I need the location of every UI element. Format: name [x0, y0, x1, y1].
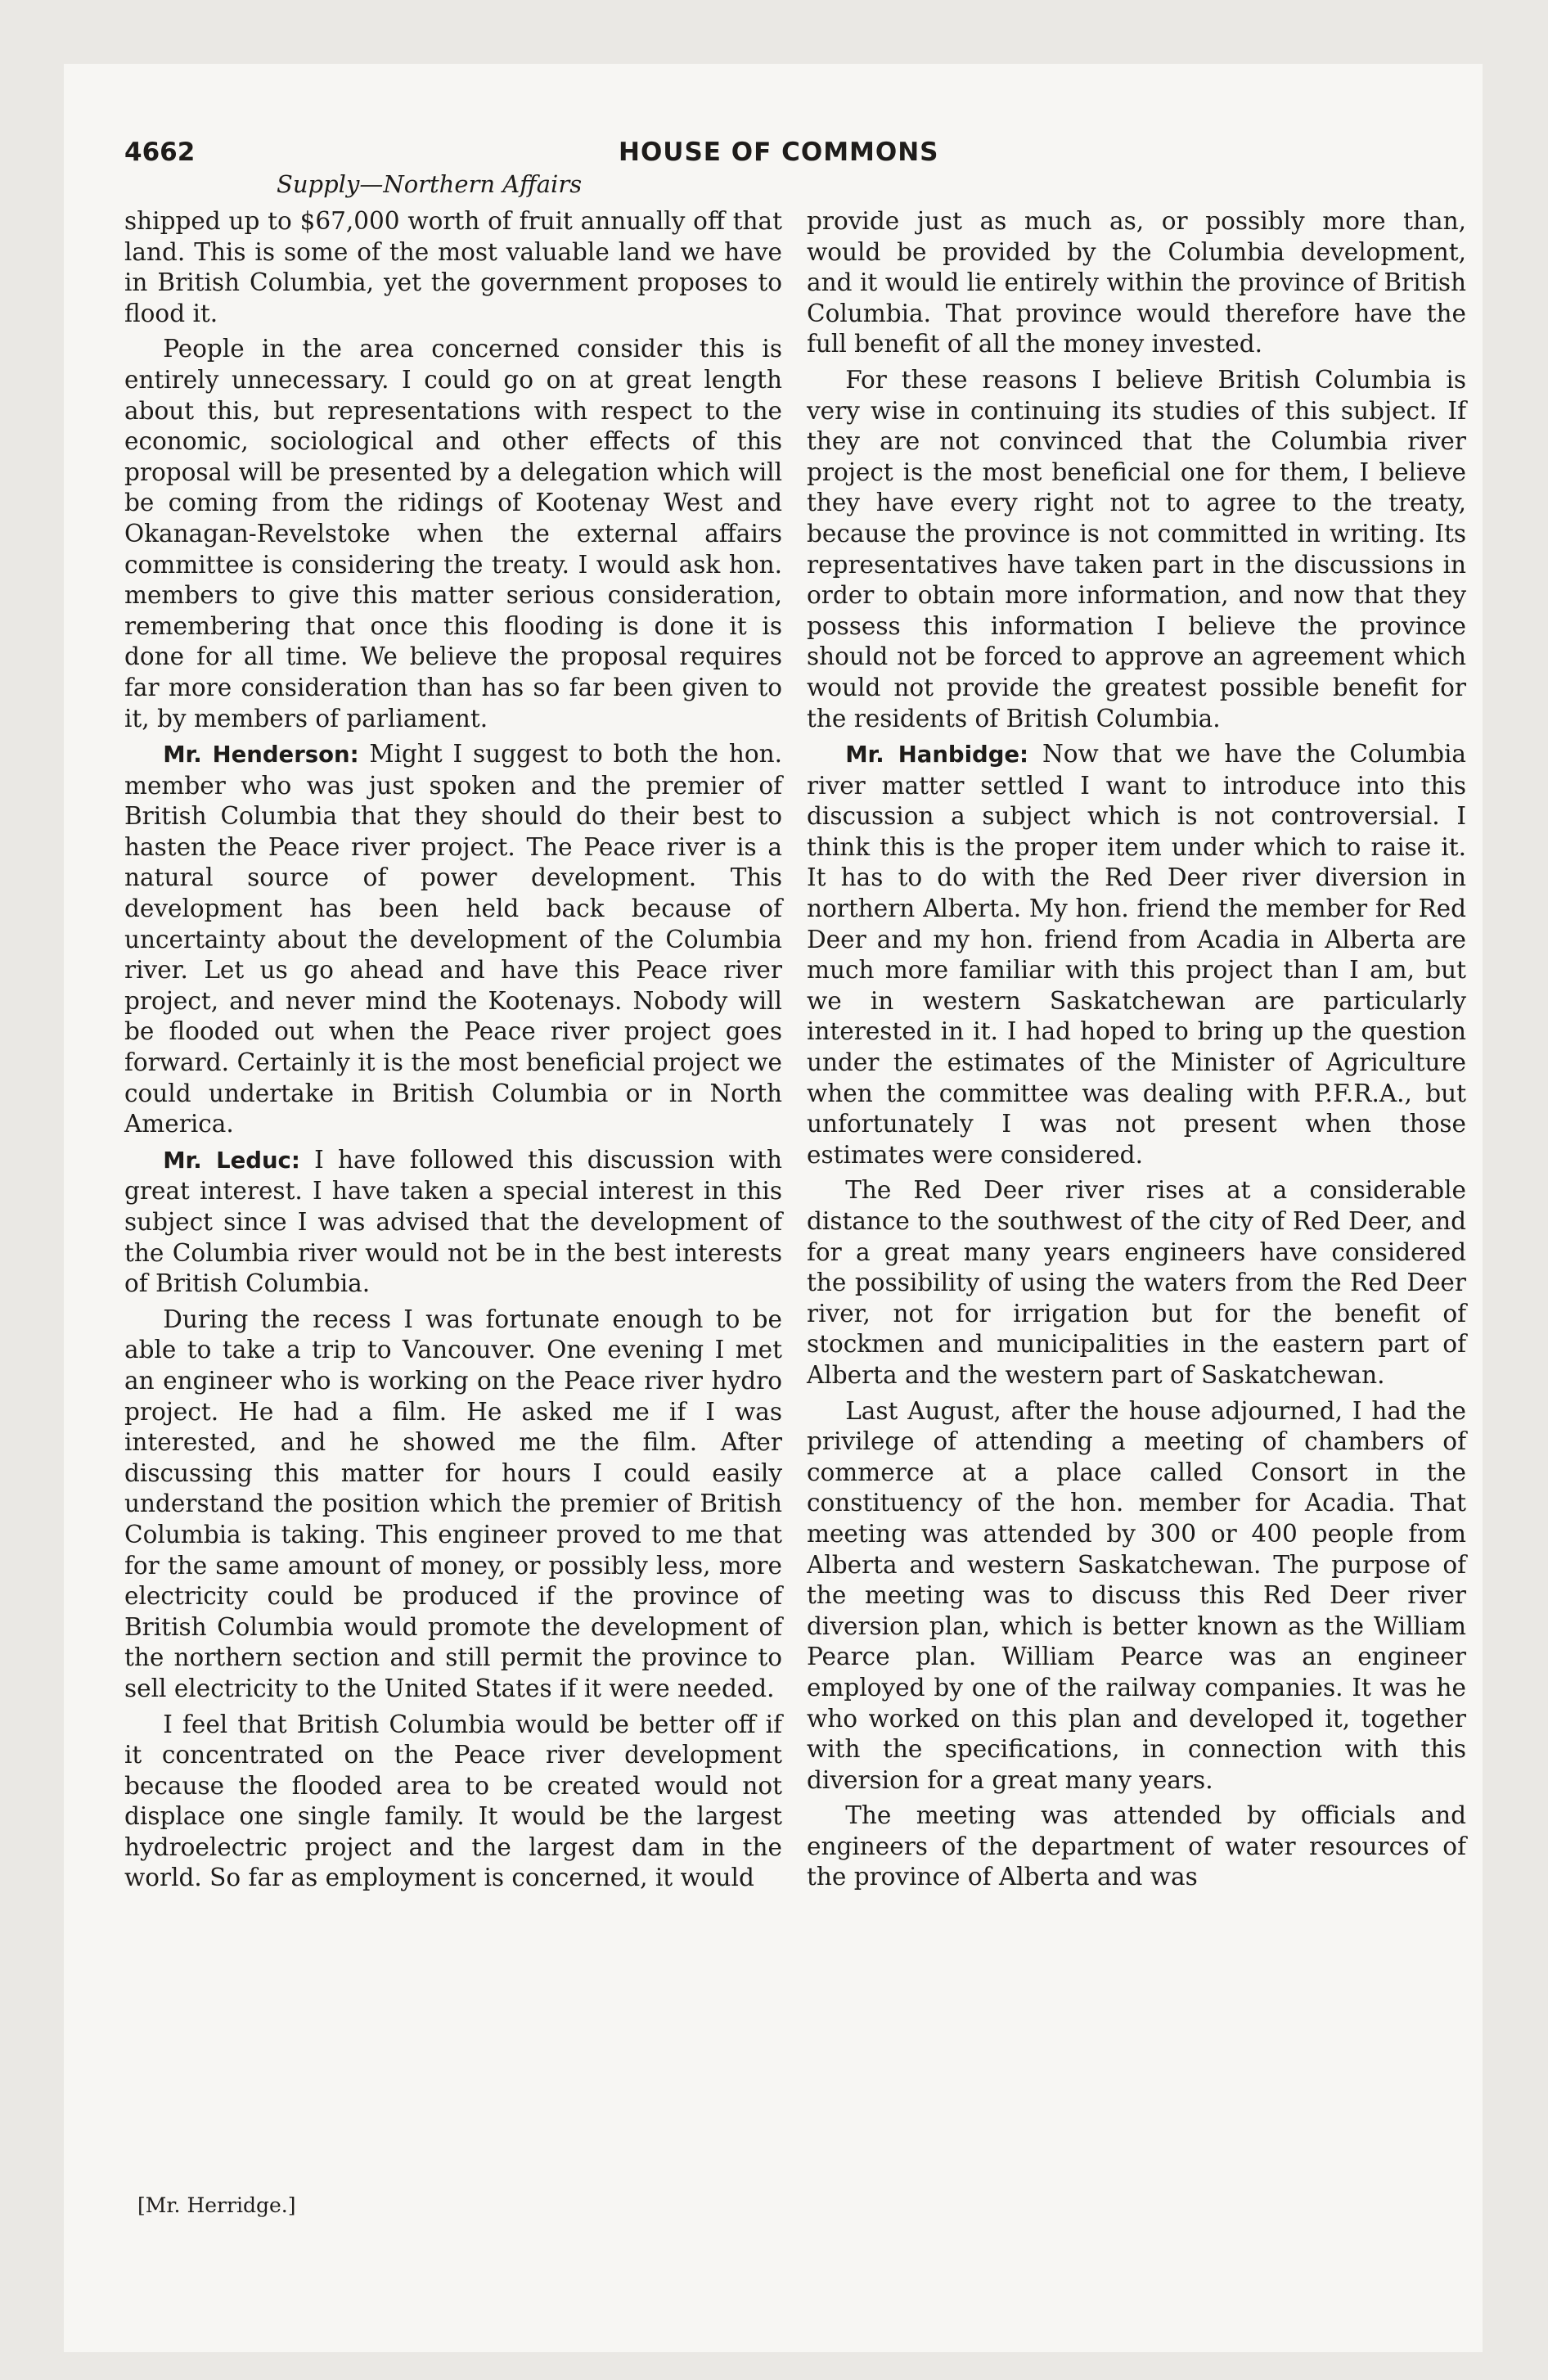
paragraph-text: Might I suggest to both the hon. member who was just spoken and the premier of British Columbia that they should do their best to hasten the Peace river project. The Peace river is a natural source of power development. This development has been held back because of uncertainty about the development of the Columbia river. Let us go ahead and have this Peace river project, and never mind the Kootenays. Nobody will be flooded out when the Peace river project goes forward. Certainly it is the most beneficial project we could undertake in British Columbia or in North America. — [124, 740, 782, 1138]
paragraph — [807, 365, 1466, 734]
paragraph-text: I feel that British Columbia would be better off if it concentrated on the Peace river development because the flooded area to be created would not displace one single family. It would be the largest hydroelectric project and the largest dam in the world. So far as employment is concerned, it would — [124, 1710, 782, 1892]
paragraph — [124, 1710, 782, 1895]
speaker-name: Mr. Hanbidge: — [845, 741, 1029, 769]
paragraph-text: During the recess I was fortunate enough to be able to take a trip to Vancouver. One evening I met an engineer who is working on the Peace river hydro project. He had a film. He asked me if I was interested, and he showed me the film. After discussing this matter for hours I could easily understand the position which the premier of British Columbia is taking. This engineer proved to me that for the same amount of money, or possibly less, more electricity could be produced if the province of British Columbia would promote the development of the northern section and still permit the province to sell electricity to the United States if it were needed. — [124, 1305, 782, 1702]
paragraph-text: The meeting was attended by officials and engineers of the department of water resources of the province of Alberta and was — [807, 1801, 1466, 1891]
footer-attribution: [Mr. Herridge.] — [137, 2193, 296, 2217]
paragraph — [124, 739, 782, 1140]
paragraph-text: provide just as much as, or possibly more than, would be provided by the Columbia development, and it would lie entirely within the province of British Columbia. That province would therefore have the full benefit of all the money invested. — [807, 207, 1466, 358]
paragraph — [124, 206, 782, 329]
page-number: 4662 — [124, 137, 196, 167]
speaker-name: Mr. Henderson: — [163, 741, 359, 769]
paragraph — [124, 1305, 782, 1705]
paragraph-text: Now that we have the Columbia river matter settled I want to introduce into this discussion a subject which is not controversial. I think this is the proper item under which to raise it. It has to do with the Red Deer river diversion in northern Alberta. My hon. friend the member for Red Deer and my hon. friend from Acadia in Alberta are much more familiar with this project than I am, but we in western Saskatchewan are particularly interested in it. I had hoped to bring up the question under the estimates of the Minister of Agriculture when the committee was dealing with P.F.R.A., but unfortunately I was not present when those estimates were considered. — [807, 740, 1466, 1169]
paragraph — [807, 1396, 1466, 1796]
paragraph — [124, 1145, 782, 1300]
paragraph-text: The Red Deer river rises at a considerable distance to the southwest of the city of Red Deer, and for a great many years engineers have considered the possibility of using the waters from the Red Deer river, not for irrigation but for the benefit of stockmen and municipalities in the eastern part of Alberta and the western part of Saskatchewan. — [807, 1176, 1466, 1389]
paragraph-text: People in the area concerned consider this is entirely unnecessary. I could go on at great length about this, but representations with respect to the economic, sociological and other effects of this proposal will be presented by a delegation which will be coming from the ridings of Kootenay West and Okanagan-Revelstoke when the external affairs committee is considering the treaty. I would ask hon. members to give this matter serious consideration, remembering that once this flooding is done it is done for all time. We believe the proposal requires far more consideration than has so far been given to it, by members of parliament. — [124, 335, 782, 732]
left-column — [124, 206, 782, 1894]
paragraph-text: For these reasons I believe British Columbia is very wise in continuing its studies of this subject. If they are not convinced that the Columbia river project is the most beneficial one for them, I believe they have every right not to agree to the treaty, because the province is not committed in writing. Its representatives have taken part in the discussions in order to obtain more information, and now that they possess this information I believe the province should not be forced to approve an agreement which would not provide the greatest possible benefit for the residents of British Columbia. — [807, 365, 1466, 732]
paragraph — [807, 1175, 1466, 1391]
speaker-name: Mr. Leduc: — [163, 1147, 300, 1174]
publication-title: HOUSE OF COMMONS — [619, 137, 939, 167]
section-title: Supply—Northern Affairs — [277, 170, 583, 198]
paragraph — [807, 1801, 1466, 1893]
paragraph — [807, 206, 1466, 360]
paragraph-text: shipped up to $67,000 worth of fruit annually off that land. This is some of the most valuable land we have in British Columbia, yet the government proposes to flood it. — [124, 207, 782, 327]
right-column — [807, 206, 1466, 1893]
paragraph — [807, 739, 1466, 1170]
paragraph-text: I have followed this discussion with great interest. I have taken a special interest in this subject since I was advised that the development of the Columbia river would not be in the best interests of British Columbia. — [124, 1145, 782, 1298]
paragraph — [124, 334, 782, 734]
paragraph-text: Last August, after the house adjourned, I had the privilege of attending a meeting of chambers of commerce at a place called Consort in the constituency of the hon. member for Acadia. That meeting was attended by 300 or 400 people from Alberta and western Saskatchewan. The purpose of the meeting was to discuss this Red Deer river diversion plan, which is better known as the William Pearce plan. William Pearce was an engineer employed by one of the railway companies. It was he who worked on this plan and developed it, together with the specifications, in connection with this diversion for a great many years. — [807, 1396, 1466, 1794]
